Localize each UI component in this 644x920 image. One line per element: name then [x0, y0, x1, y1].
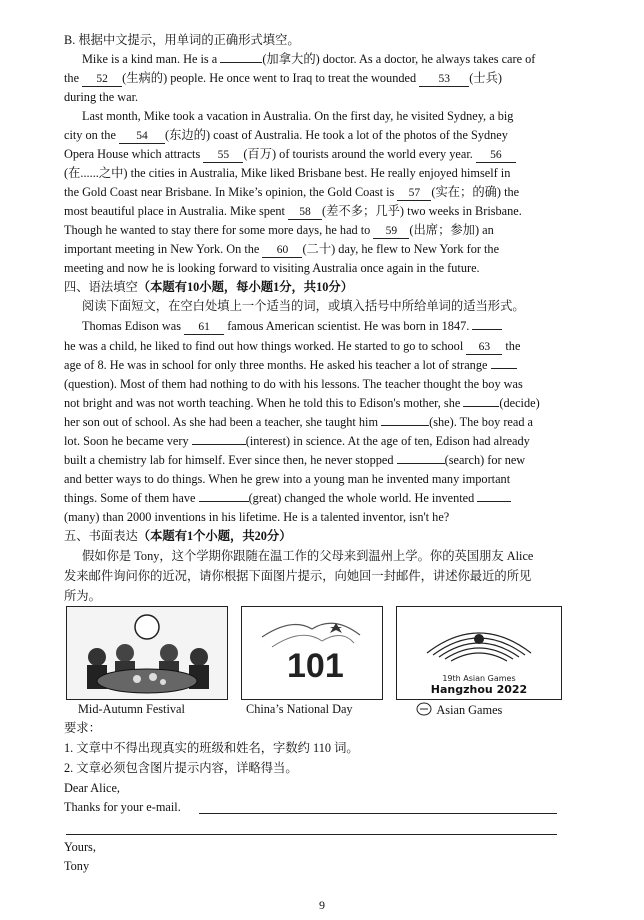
blank-55[interactable]: 55	[203, 149, 243, 163]
blank-56[interactable]: 56	[476, 149, 516, 163]
blank-64[interactable]	[491, 368, 517, 369]
circle-icon	[416, 702, 434, 716]
closing: Yours,	[64, 840, 96, 854]
passage-line: built a chemistry lab for himself. Ever since then, he never stopped (search) for new	[64, 453, 526, 467]
blank-52[interactable]: 52	[82, 73, 122, 87]
opening-line: Thanks for your e-mail.	[64, 800, 181, 814]
passage-line: important meeting in New York. On the 60 (二十) day, he flew to New York for the	[64, 242, 500, 256]
passage-line: her son out of school. As she had been a teacher, she taught him (she). The boy read a	[64, 415, 534, 429]
asian-games-picture	[396, 606, 562, 700]
writing-prompt: 发来邮件询问你的近况，请你根据下面图片提示，向她回一封邮件，讲述你最近的所见	[64, 569, 532, 583]
blank-62[interactable]	[472, 329, 502, 330]
section-b-heading: B. 根据中文提示，用单词的正确形式填空。	[64, 33, 300, 47]
passage-line: age of 8. He was in school for only three months. He asked his teacher a lot of strange	[64, 357, 517, 373]
passage-line: Thomas Edison was 61 famous American scientist. He was born in 1847.	[82, 318, 502, 335]
writing-prompt: 假如你是 Tony，这个学期你跟随在温工作的父母来到温州上学。你的英国朋友 Alice	[82, 549, 534, 563]
passage-line: meeting and now he is looking forward to visiting Australia once again in the future.	[64, 261, 480, 275]
answer-line[interactable]	[66, 834, 557, 835]
answer-line[interactable]	[199, 813, 557, 814]
blank-61[interactable]: 61	[184, 321, 224, 335]
passage-line: the Gold Coast near Brisbane. In Mike’s opinion, the Gold Coast is 57 (实在；的确) the	[64, 185, 520, 199]
blank-59[interactable]: 59	[373, 225, 409, 239]
blank-58[interactable]: 58	[288, 206, 322, 220]
blank-67[interactable]	[192, 444, 246, 445]
asian-games-logo-icon	[397, 607, 561, 699]
passage-line: (many) than 2000 inventions in his lifetime. He is a talented inventor, isn't he?	[64, 510, 450, 524]
passage-line: Mike is a kind man. He is a (加拿大的) doctor. As a doctor, he always takes care of	[82, 52, 536, 66]
section-5-heading: 五、书面表达（本题有1个小题，共20分）	[64, 529, 292, 543]
passage-line: not bright and was not worth teaching. When he told this to Edison's mother, she (decide)	[64, 396, 540, 410]
caption-mid-autumn: Mid-Autumn Festival	[78, 702, 185, 716]
passage-line: during the war.	[64, 90, 139, 104]
blank-60[interactable]: 60	[262, 244, 302, 258]
passage-line: the 52 (生病的) people. He once went to Iraq to treat the wounded 53 (士兵)	[64, 71, 502, 85]
asian-games-subtitle: 19th Asian Games	[442, 674, 516, 683]
blank-53[interactable]: 53	[419, 73, 469, 87]
caption-asian-games: Asian Games	[416, 702, 502, 718]
passage-line: Though he wanted to stay there for some more days, he had to 59 (出席；参加) an	[64, 223, 494, 237]
salutation: Dear Alice,	[64, 781, 120, 795]
passage-line: city on the 54 (东边的) coast of Australia. He took a lot of the photos of the Sydney	[64, 128, 508, 142]
passage-line: Last month, Mike took a vacation in Australia. On the first day, he visited Sydney, a big	[82, 109, 514, 123]
section-4-instruction: 阅读下面短文，在空白处填上一个适当的词，或填入括号中所给单词的适当形式。	[82, 299, 525, 313]
requirement-2: 2. 文章必须包含图片提示内容，详略得当。	[64, 761, 298, 775]
passage-line: and better ways to do things. When he grew into a young man he invented many important	[64, 472, 511, 486]
section-4-heading: 四、语法填空（本题有10小题，每小题1分，共10分）	[64, 280, 353, 294]
family-dinner-icon	[67, 607, 227, 699]
caption-national-day: China’s National Day	[246, 702, 353, 716]
requirement-1: 1. 文章中不得出现真实的班级和姓名，字数约 110 词。	[64, 741, 359, 755]
page-number: 9	[319, 898, 325, 912]
blank-57[interactable]: 57	[397, 187, 431, 201]
blank-69[interactable]	[199, 501, 249, 502]
mid-autumn-picture	[66, 606, 228, 700]
signature: Tony	[64, 859, 90, 873]
passage-line: he was a child, he liked to find out how things worked. He started to go to school 63 the	[64, 339, 521, 353]
blank-63[interactable]: 63	[466, 341, 502, 355]
passage-line: Opera House which attracts 55 (百万) of tourists around the world every year. 56	[64, 146, 516, 163]
national-day-number: 101	[287, 647, 344, 685]
blank-65[interactable]	[463, 406, 499, 407]
blank-66[interactable]	[381, 425, 429, 426]
passage-line: things. Some of them have (great) changed the whole world. He invented	[64, 490, 511, 506]
passage-line: lot. Soon he became very (interest) in science. At the age of ten, Edison had already	[64, 434, 530, 448]
blank-68[interactable]	[397, 463, 445, 464]
blank-70[interactable]	[477, 501, 511, 502]
passage-line: (question). Most of them had nothing to do with his lessons. The teacher thought the boy was	[64, 377, 523, 391]
national-day-emblem-icon	[242, 607, 382, 699]
writing-prompt: 所为。	[64, 589, 101, 603]
blank-51[interactable]	[220, 62, 262, 63]
passage-line: most beautiful place in Australia. Mike spent 58 (差不多；几乎) two weeks in Brisbane.	[64, 204, 522, 218]
requirements-label: 要求：	[64, 721, 101, 735]
national-day-picture	[241, 606, 383, 700]
asian-games-city: Hangzhou 2022	[430, 683, 528, 696]
passage-line: (在......之中) the cities in Australia, Mike liked Brisbane best. He really enjoyed himself in	[64, 166, 511, 180]
blank-54[interactable]: 54	[119, 130, 165, 144]
